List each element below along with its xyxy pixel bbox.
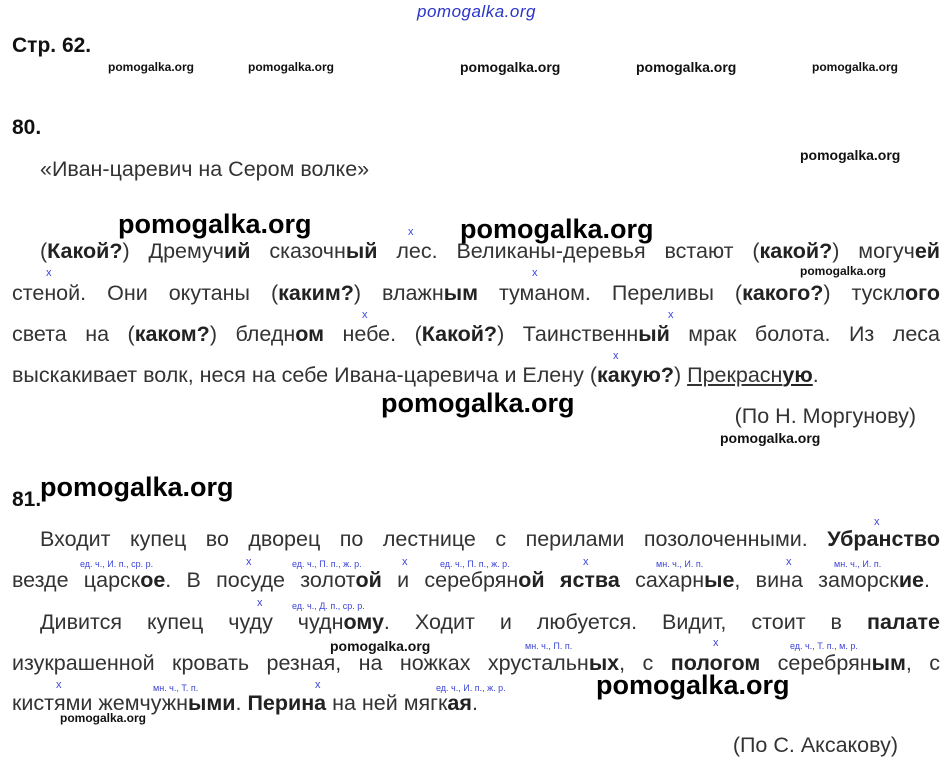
text-segment: сахарн xyxy=(619,568,705,592)
text-segment: ) Таинственн xyxy=(497,322,639,346)
watermark: pomogalka.org xyxy=(720,430,821,446)
mark-x: x xyxy=(315,679,321,691)
text-segment: . xyxy=(471,691,478,715)
watermark-large: pomogalka.org xyxy=(40,472,234,502)
watermark: pomogalka.org xyxy=(812,60,899,74)
highlighted-ending: ую xyxy=(782,363,813,387)
highlighted-ending: ых xyxy=(588,651,620,675)
text-segment: выскакивает волк, неся на себе Ивана-царевича и Елену ( xyxy=(12,363,598,387)
grammar-note: мн. ч., И. п. xyxy=(834,559,882,569)
highlighted-ending: каком? xyxy=(134,322,210,346)
highlighted-ending: ая xyxy=(447,691,472,715)
text-segment: . xyxy=(235,691,248,715)
mark-x: x xyxy=(613,350,619,362)
mark-x: x xyxy=(408,226,414,238)
watermark: pomogalka.org xyxy=(108,60,195,74)
highlighted-ending: ому xyxy=(343,610,384,634)
watermark-large: pomogalka.org xyxy=(596,670,790,700)
ex81-line-4 xyxy=(12,651,940,676)
exercise-number-81: 81. xyxy=(12,488,42,511)
grammar-note: ед. ч., И. п., ж. р. xyxy=(436,683,506,693)
mark-x: x xyxy=(46,267,52,279)
watermark-large: pomogalka.org xyxy=(118,209,312,239)
ex80-line-4 xyxy=(12,363,819,388)
watermark-large: pomogalka.org xyxy=(460,214,654,244)
mark-x: x xyxy=(874,516,880,528)
mark-x: x xyxy=(713,637,719,649)
exercise-title: «Иван-царевич на Сером волке» xyxy=(40,157,370,181)
grammar-note: ед. ч., П. п., ж. р. xyxy=(292,559,362,569)
text-segment: . Ходит и любуется. Видит, стоит в xyxy=(383,610,867,634)
text-segment: ) тускл xyxy=(823,281,906,305)
highlighted-ending: ым xyxy=(871,651,906,675)
text-segment: Прекрасн xyxy=(687,363,783,387)
grammar-note: мн. ч., Т. п. xyxy=(153,683,199,693)
page-header: Стр. 62. xyxy=(12,34,92,57)
text-segment: ) влажн xyxy=(353,281,444,305)
text-segment: ) могуч xyxy=(832,239,915,263)
highlighted-ending: ий xyxy=(224,239,251,263)
top-watermark: pomogalka.org xyxy=(417,2,536,21)
text-segment: стеной. Они окутаны ( xyxy=(12,281,279,305)
highlighted-ending: какого? xyxy=(742,281,824,305)
highlighted-ending: какой? xyxy=(759,239,833,263)
ex81-author: (По С. Аксакову) xyxy=(732,733,898,757)
mark-x: x xyxy=(668,309,674,321)
text-segment: мрак болота. Из леса xyxy=(669,322,940,346)
grammar-note: ед. ч., Т. п., м. р. xyxy=(790,641,858,651)
highlighted-ending: ыми xyxy=(188,691,236,715)
ex81-line-2 xyxy=(12,568,930,593)
mark-x: x xyxy=(532,267,538,279)
text-segment: . В посуде золот xyxy=(165,568,356,592)
text-segment: лес. Великаны-деревья встают ( xyxy=(377,239,760,263)
ex80-line-1 xyxy=(40,239,940,264)
grammar-note: мн. ч., И. п. xyxy=(656,559,704,569)
highlighted-ending: ые xyxy=(704,568,735,592)
highlighted-ending: ом xyxy=(295,322,325,346)
text-segment: ) Дремуч xyxy=(122,239,224,263)
text-segment: , вина заморск xyxy=(734,568,899,592)
grammar-note: ед. ч., Д. п., ср. р. xyxy=(292,601,365,611)
highlighted-ending: каким? xyxy=(278,281,354,305)
text-segment: везде царск xyxy=(12,568,141,592)
mark-x: x xyxy=(402,556,408,568)
text-segment: ) xyxy=(673,363,688,387)
highlighted-ending: Какой? xyxy=(47,239,123,263)
mark-x: x xyxy=(246,556,252,568)
highlighted-ending: ый xyxy=(345,239,378,263)
ex80-line-3 xyxy=(12,322,940,347)
text-segment: кистями жемчужн xyxy=(12,691,188,715)
watermark: pomogalka.org xyxy=(460,59,561,75)
highlighted-ending: ое xyxy=(140,568,166,592)
text-segment: и серебрян xyxy=(381,568,519,592)
highlighted-ending: ие xyxy=(898,568,925,592)
ex80-author: (По Н. Моргунову) xyxy=(734,404,916,428)
text-segment: Дивится купец чуду чудн xyxy=(40,610,344,634)
highlighted-ending: Какой? xyxy=(421,322,498,346)
text-segment: , с xyxy=(905,651,941,675)
watermark: pomogalka.org xyxy=(248,60,335,74)
mark-x: x xyxy=(362,309,368,321)
text-segment: . xyxy=(924,568,931,592)
text-segment: света на ( xyxy=(12,322,135,346)
highlighted-ending: Перина xyxy=(247,691,327,715)
highlighted-ending: какую? xyxy=(597,363,674,387)
exercise-number-80: 80. xyxy=(12,116,42,139)
ex80-line-2 xyxy=(12,281,940,306)
mark-x: x xyxy=(583,556,589,568)
text-segment: . xyxy=(812,363,819,387)
watermark: pomogalka.org xyxy=(636,59,737,75)
text-segment: ) бледн xyxy=(209,322,296,346)
grammar-note: ед. ч., И. п., ср. р. xyxy=(80,559,154,569)
text-segment: туманом. Переливы ( xyxy=(477,281,743,305)
highlighted-ending: ой xyxy=(355,568,382,592)
highlighted-ending: ым xyxy=(443,281,478,305)
highlighted-ending: ей xyxy=(914,239,941,263)
highlighted-ending: ой яства xyxy=(518,568,620,592)
ex81-line-3 xyxy=(40,610,940,635)
mark-x: x xyxy=(257,597,263,609)
grammar-note: ед. ч., П. п., ж. р. xyxy=(440,559,510,569)
highlighted-ending: ого xyxy=(905,281,940,305)
watermark: pomogalka.org xyxy=(800,264,887,278)
text-segment: на ней мягк xyxy=(326,691,448,715)
text-segment: изукрашенной кровать резная, на ножках хрустальн xyxy=(12,651,589,675)
text-segment: ( xyxy=(40,239,48,263)
highlighted-ending: пологом xyxy=(670,651,761,675)
text-segment: небе. ( xyxy=(324,322,422,346)
text-segment: серебрян xyxy=(760,651,872,675)
text-segment: Входит купец во дворец по лестнице с перилами позолоченными. xyxy=(40,527,828,551)
watermark: pomogalka.org xyxy=(330,638,431,654)
text-segment: , с xyxy=(619,651,671,675)
highlighted-ending: Убранство xyxy=(827,527,940,551)
ex81-line-1 xyxy=(40,527,940,552)
mark-x: x xyxy=(56,679,62,691)
watermark-large: pomogalka.org xyxy=(381,388,575,418)
grammar-note: мн. ч., П. п. xyxy=(525,641,573,651)
mark-x: x xyxy=(786,556,792,568)
highlighted-ending: палате xyxy=(866,610,941,634)
watermark: pomogalka.org xyxy=(60,711,147,725)
highlighted-ending: ый xyxy=(638,322,670,346)
watermark: pomogalka.org xyxy=(800,147,901,163)
text-segment: сказочн xyxy=(250,239,346,263)
